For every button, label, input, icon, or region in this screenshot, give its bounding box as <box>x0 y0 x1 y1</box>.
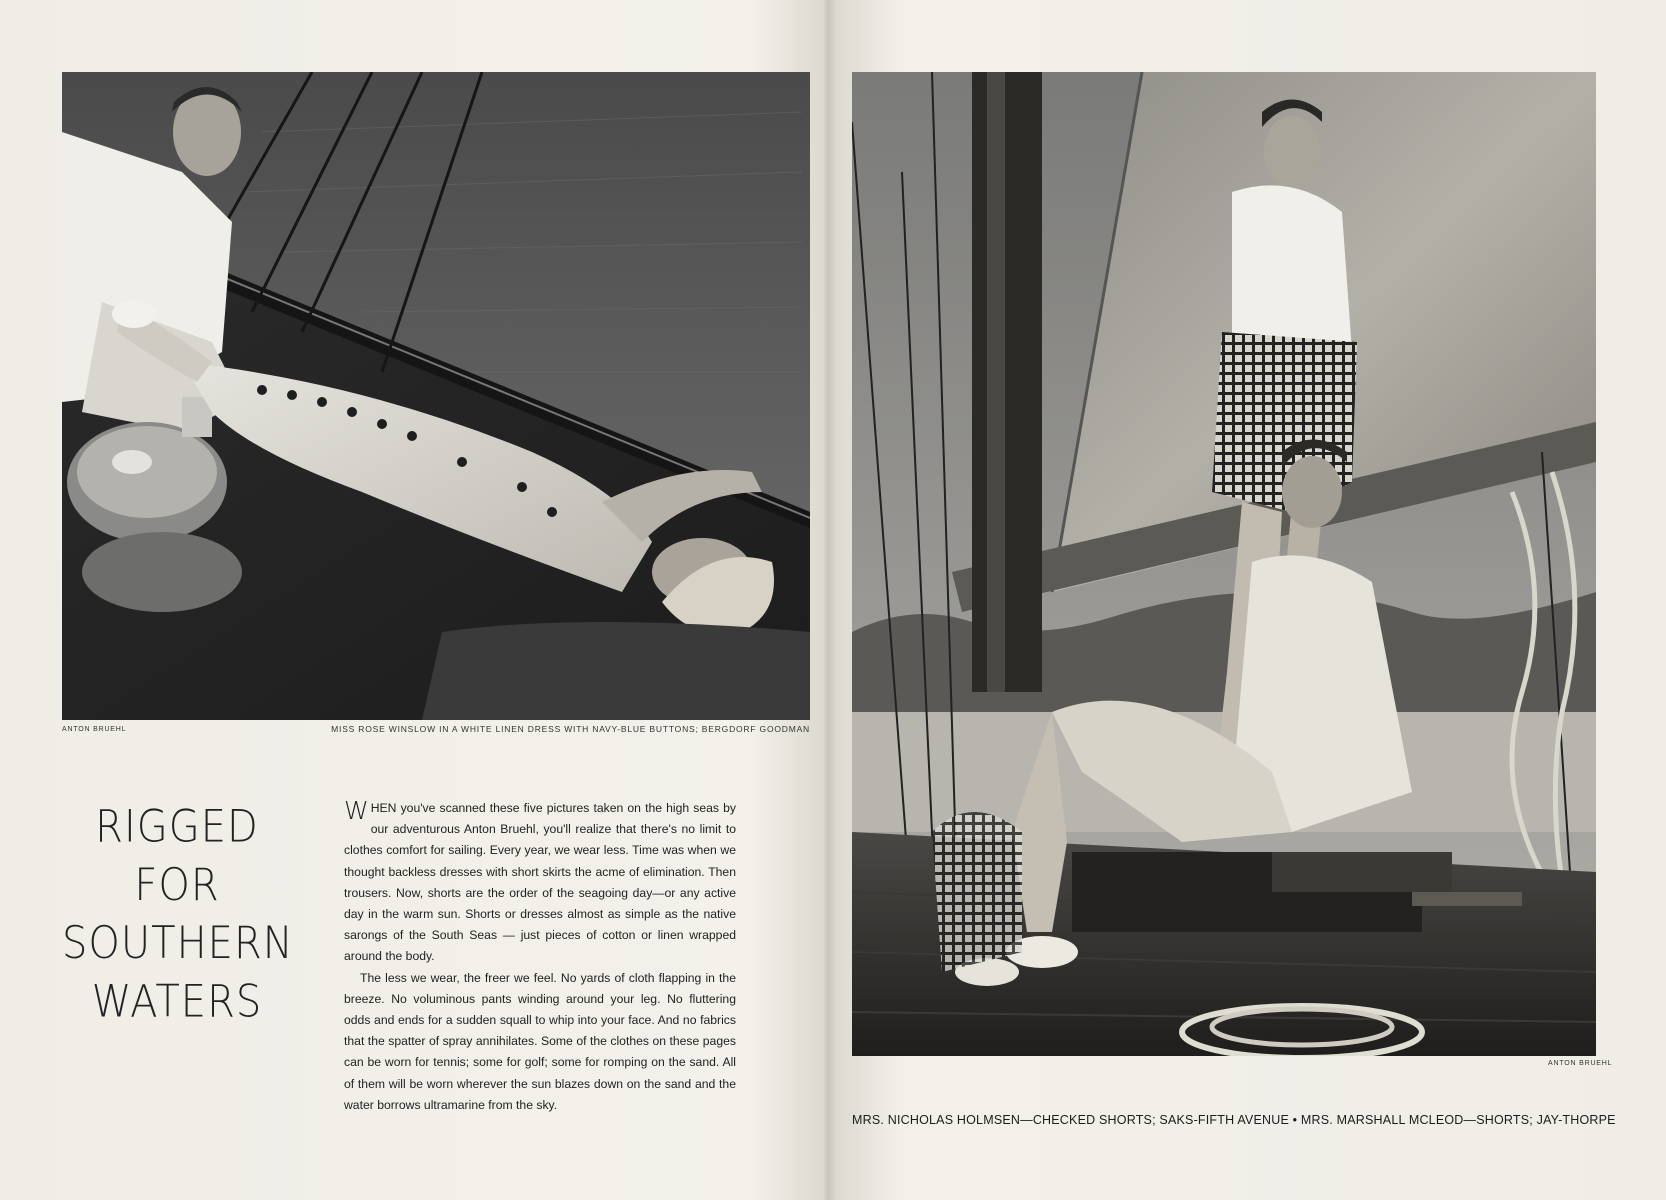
photo-caption: MRS. NICHOLAS HOLMSEN—CHECKED SHORTS; SAKS-FIFTH AVENUE • MRS. MARSHALL MCLEOD—SHORTS; JAY-THORPE <box>852 1113 1616 1127</box>
photo-two-women-on-sailboat <box>852 72 1596 1056</box>
left-page <box>0 0 828 1200</box>
article-paragraph <box>344 798 736 968</box>
paragraph-text: HEN you've scanned these five pictures taken on the high seas by our adventurous Anton Bruehl, you'll realize that there's no limit to clothes comfort for sailing. Every year, we wear less. Time was when we thought backless dresses with short skirts the acme of elimination. Then trousers. Now, shorts are the order of the seagoing day—or any active day in the warm sun. Shorts or dresses almost as simple as the native sarongs of the South Seas — just pieces of cotton or linen wrapped around the body. <box>344 801 736 964</box>
headline-line: WATERS <box>91 976 263 1028</box>
headline-line: RIGGED FOR <box>95 801 259 912</box>
article-headline <box>62 798 292 1031</box>
photo-credit: ANTON BRUEHL <box>1548 1060 1613 1067</box>
right-page <box>838 0 1666 1200</box>
photo-credit: ANTON BRUEHL <box>62 726 127 733</box>
article-body <box>344 798 736 1116</box>
photo-caption: MISS ROSE WINSLOW IN A WHITE LINEN DRESS WITH NAVY-BLUE BUTTONS; BERGDORF GOODMAN <box>331 724 810 734</box>
headline-line: SOUTHERN <box>62 917 294 970</box>
drop-cap: W <box>344 796 369 825</box>
photo-woman-reclining-on-deck <box>62 72 810 720</box>
article-paragraph: The less we wear, the freer we feel. No yards of cloth flapping in the breeze. No voluminous pants winding around your leg. No fluttering odds and ends for a sudden squall to whip into your face. And no fabrics that the spatter of spray annihilates. Some of the clothes on these pages can be worn for tennis; some for golf; some for romping on the sand. All of them will be worn wherever the sun blazes down on the sand and the water borrows ultramarine from the sky. <box>344 970 736 1112</box>
